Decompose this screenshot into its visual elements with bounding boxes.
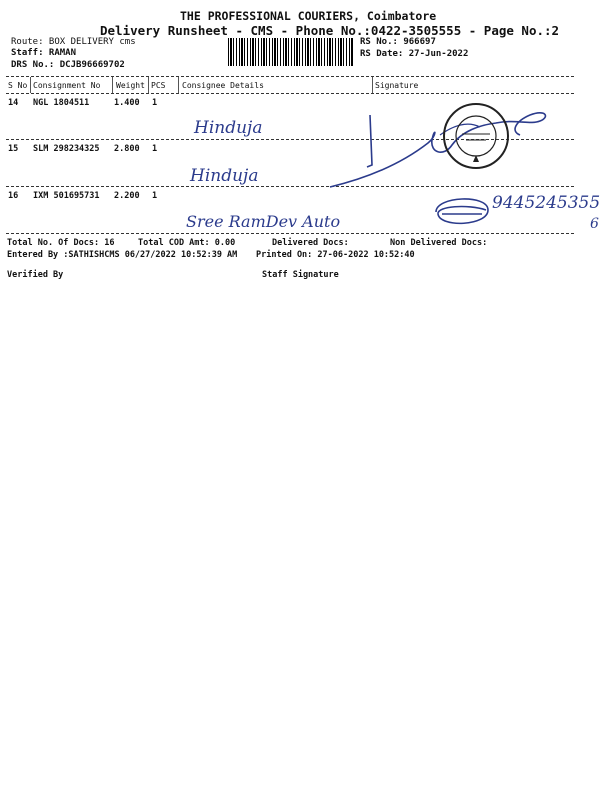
row-15-consignee-handwriting: Hinduja bbox=[190, 166, 259, 186]
col-divider bbox=[112, 77, 113, 93]
row-14-sno: 14 bbox=[8, 98, 19, 108]
row-14-consignment: NGL 1804511 bbox=[33, 98, 90, 108]
col-header-consignee: Consignee Details bbox=[182, 81, 264, 90]
row-15-pcs: 1 bbox=[152, 144, 158, 154]
row-16-sno: 16 bbox=[8, 191, 19, 201]
runsheet-subtitle: Delivery Runsheet - CMS - Phone No.:0422-3505555 - Page No.:2 bbox=[100, 23, 560, 38]
non-delivered-docs: Non Delivered Docs: bbox=[390, 238, 488, 248]
consignee-signature-loop bbox=[428, 190, 498, 234]
handwritten-extra-digit: 6 bbox=[590, 216, 599, 232]
row-16-consignment: IXM 501695731 bbox=[33, 191, 100, 201]
verified-by: Verified By bbox=[7, 270, 64, 280]
drs-number: DRS No.: DCJB96669702 bbox=[11, 60, 125, 70]
row-16-weight: 2.200 bbox=[114, 191, 140, 201]
col-divider bbox=[178, 77, 179, 93]
rs-number: RS No.: 966697 bbox=[360, 37, 436, 47]
col-divider bbox=[372, 77, 373, 93]
col-header-pcs: PCS bbox=[151, 81, 166, 90]
handwritten-phone-number: 9445245355 bbox=[492, 193, 600, 213]
entered-by: Entered By :SATHISHCMS 06/27/2022 10:52:39 AM bbox=[7, 250, 238, 260]
col-header-weight: Weight bbox=[116, 81, 145, 90]
row-15-weight: 2.800 bbox=[114, 144, 140, 154]
col-divider bbox=[30, 77, 31, 93]
barcode bbox=[228, 38, 354, 66]
company-title: THE PROFESSIONAL COURIERS, Coimbatore bbox=[180, 9, 437, 23]
company-stamp-seal bbox=[440, 100, 512, 172]
col-header-signature: Signature bbox=[375, 81, 419, 90]
staff-signature-label: Staff Signature bbox=[262, 270, 339, 280]
total-docs: Total No. Of Docs: 16 bbox=[7, 238, 115, 248]
table-top-rule bbox=[6, 76, 574, 77]
row-14-consignee-handwriting: Hinduja bbox=[194, 118, 263, 138]
col-header-sno: S No bbox=[8, 81, 28, 90]
row-16-pcs: 1 bbox=[152, 191, 158, 201]
printed-on: Printed On: 27-06-2022 10:52:40 bbox=[256, 250, 415, 260]
row-14-weight: 1.400 bbox=[114, 98, 140, 108]
delivered-docs: Delivered Docs: bbox=[272, 238, 349, 248]
total-cod: Total COD Amt: 0.00 bbox=[138, 238, 236, 248]
rs-date: RS Date: 27-Jun-2022 bbox=[360, 49, 469, 59]
staff-label: Staff: RAMAN bbox=[11, 48, 77, 58]
header-bottom-rule bbox=[6, 93, 574, 94]
row-16-consignee-handwriting: Sree RamDev Auto bbox=[186, 212, 341, 231]
row-15-sno: 15 bbox=[8, 144, 19, 154]
row-15-consignment: SLM 298234325 bbox=[33, 144, 100, 154]
route-label: Route: BOX DELIVERY cms bbox=[11, 37, 136, 47]
row-14-pcs: 1 bbox=[152, 98, 158, 108]
col-header-consignment: Consignment No bbox=[33, 81, 101, 90]
col-divider bbox=[148, 77, 149, 93]
